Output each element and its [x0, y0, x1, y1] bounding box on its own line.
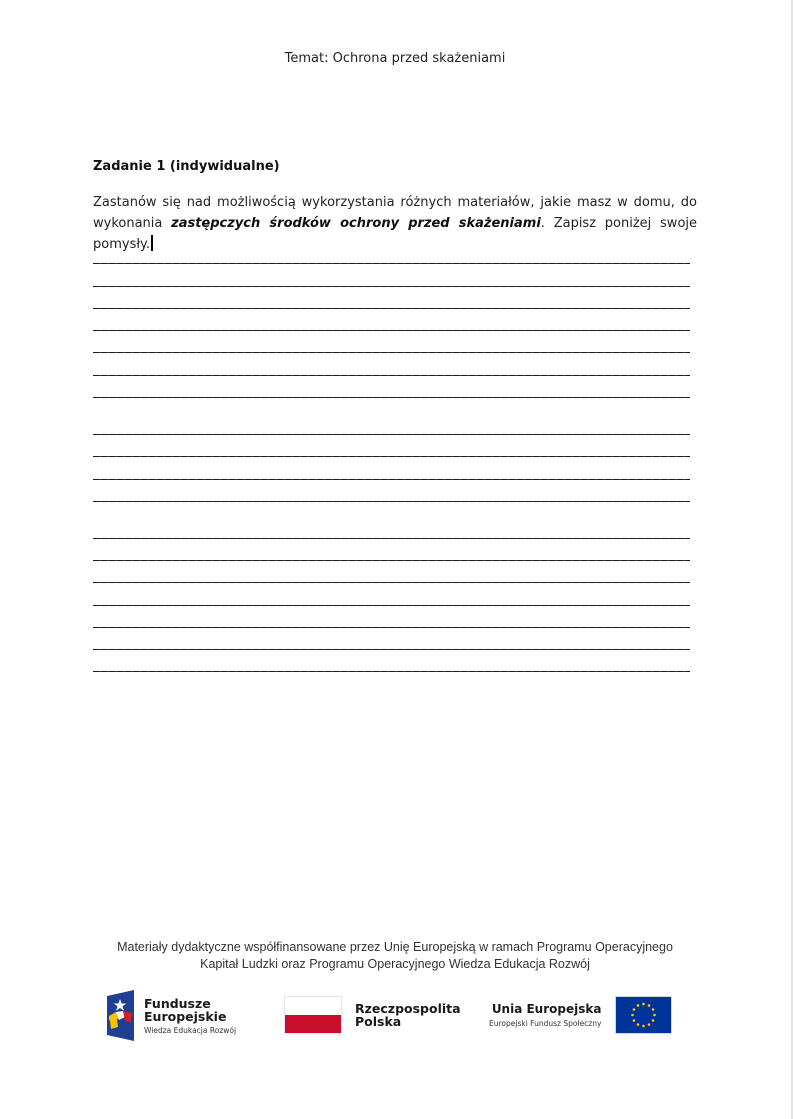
eu-flag-icon — [615, 996, 672, 1034]
unia-europejska-text — [489, 1002, 601, 1028]
answer-line[interactable] — [93, 479, 690, 480]
answer-line[interactable] — [93, 352, 690, 353]
funding-note — [0, 939, 790, 973]
rp-line2: Polska — [355, 1014, 402, 1029]
task-text-emphasis: zastępczych środków ochrony przed skażeniami — [171, 216, 541, 231]
ue-title: Unia Europejska — [491, 1002, 602, 1016]
task-text-part1: Zastanów się nad możliwością wykorzystania różnych materiałów, jakie masz w domu, do wykonania — [93, 195, 697, 231]
answer-line[interactable] — [93, 286, 690, 287]
task-instructions[interactable] — [93, 192, 697, 255]
page-header-title: Temat: Ochrona przed skażeniami — [284, 51, 506, 66]
fundusze-europejskie-text — [144, 997, 236, 1035]
answer-line[interactable] — [93, 397, 690, 398]
rp-line1: Rzeczpospolita — [355, 1001, 461, 1016]
logo-unia-europejska — [489, 996, 672, 1034]
answer-line[interactable] — [93, 582, 690, 583]
task-heading: Zadanie 1 (indywidualne) — [93, 159, 280, 174]
answer-line[interactable] — [93, 501, 690, 502]
answer-line[interactable] — [93, 375, 690, 376]
logo-fundusze-europejskie — [107, 990, 236, 1041]
funding-note-line1: Materiały dydaktyczne współfinansowane przez Unię Europejską w ramach Programu Operacyjnego — [117, 940, 673, 954]
fe-subtitle: Wiedza Edukacja Rozwój — [144, 1025, 237, 1035]
answer-line[interactable] — [93, 627, 690, 628]
answer-line[interactable] — [93, 605, 690, 606]
funding-note-line2: Kapitał Ludzki oraz Programu Operacyjnego Wiedza Edukacja Rozwój — [200, 957, 590, 971]
answer-line[interactable] — [93, 560, 690, 561]
answer-line[interactable] — [93, 456, 690, 457]
task-text-part2: . Zapisz poniżej swoje pomysły. — [93, 216, 698, 252]
answer-line[interactable] — [93, 434, 690, 435]
fundusze-europejskie-icon — [107, 990, 134, 1041]
fe-title-line2: Europejskie — [144, 1008, 227, 1024]
answer-line[interactable] — [93, 671, 690, 672]
logo-rzeczpospolita-polska — [284, 996, 461, 1034]
answer-line[interactable] — [93, 263, 690, 264]
rzeczpospolita-polska-text — [355, 1002, 461, 1028]
fe-title-line1: Fundusze — [144, 995, 211, 1011]
polish-flag-icon — [284, 996, 342, 1034]
text-cursor — [151, 235, 153, 251]
ue-subtitle: Europejski Fundusz Społeczny — [489, 1019, 602, 1028]
answer-line[interactable] — [93, 649, 690, 650]
answer-line[interactable] — [93, 308, 690, 309]
answer-line[interactable] — [93, 538, 690, 539]
answer-line[interactable] — [93, 330, 690, 331]
